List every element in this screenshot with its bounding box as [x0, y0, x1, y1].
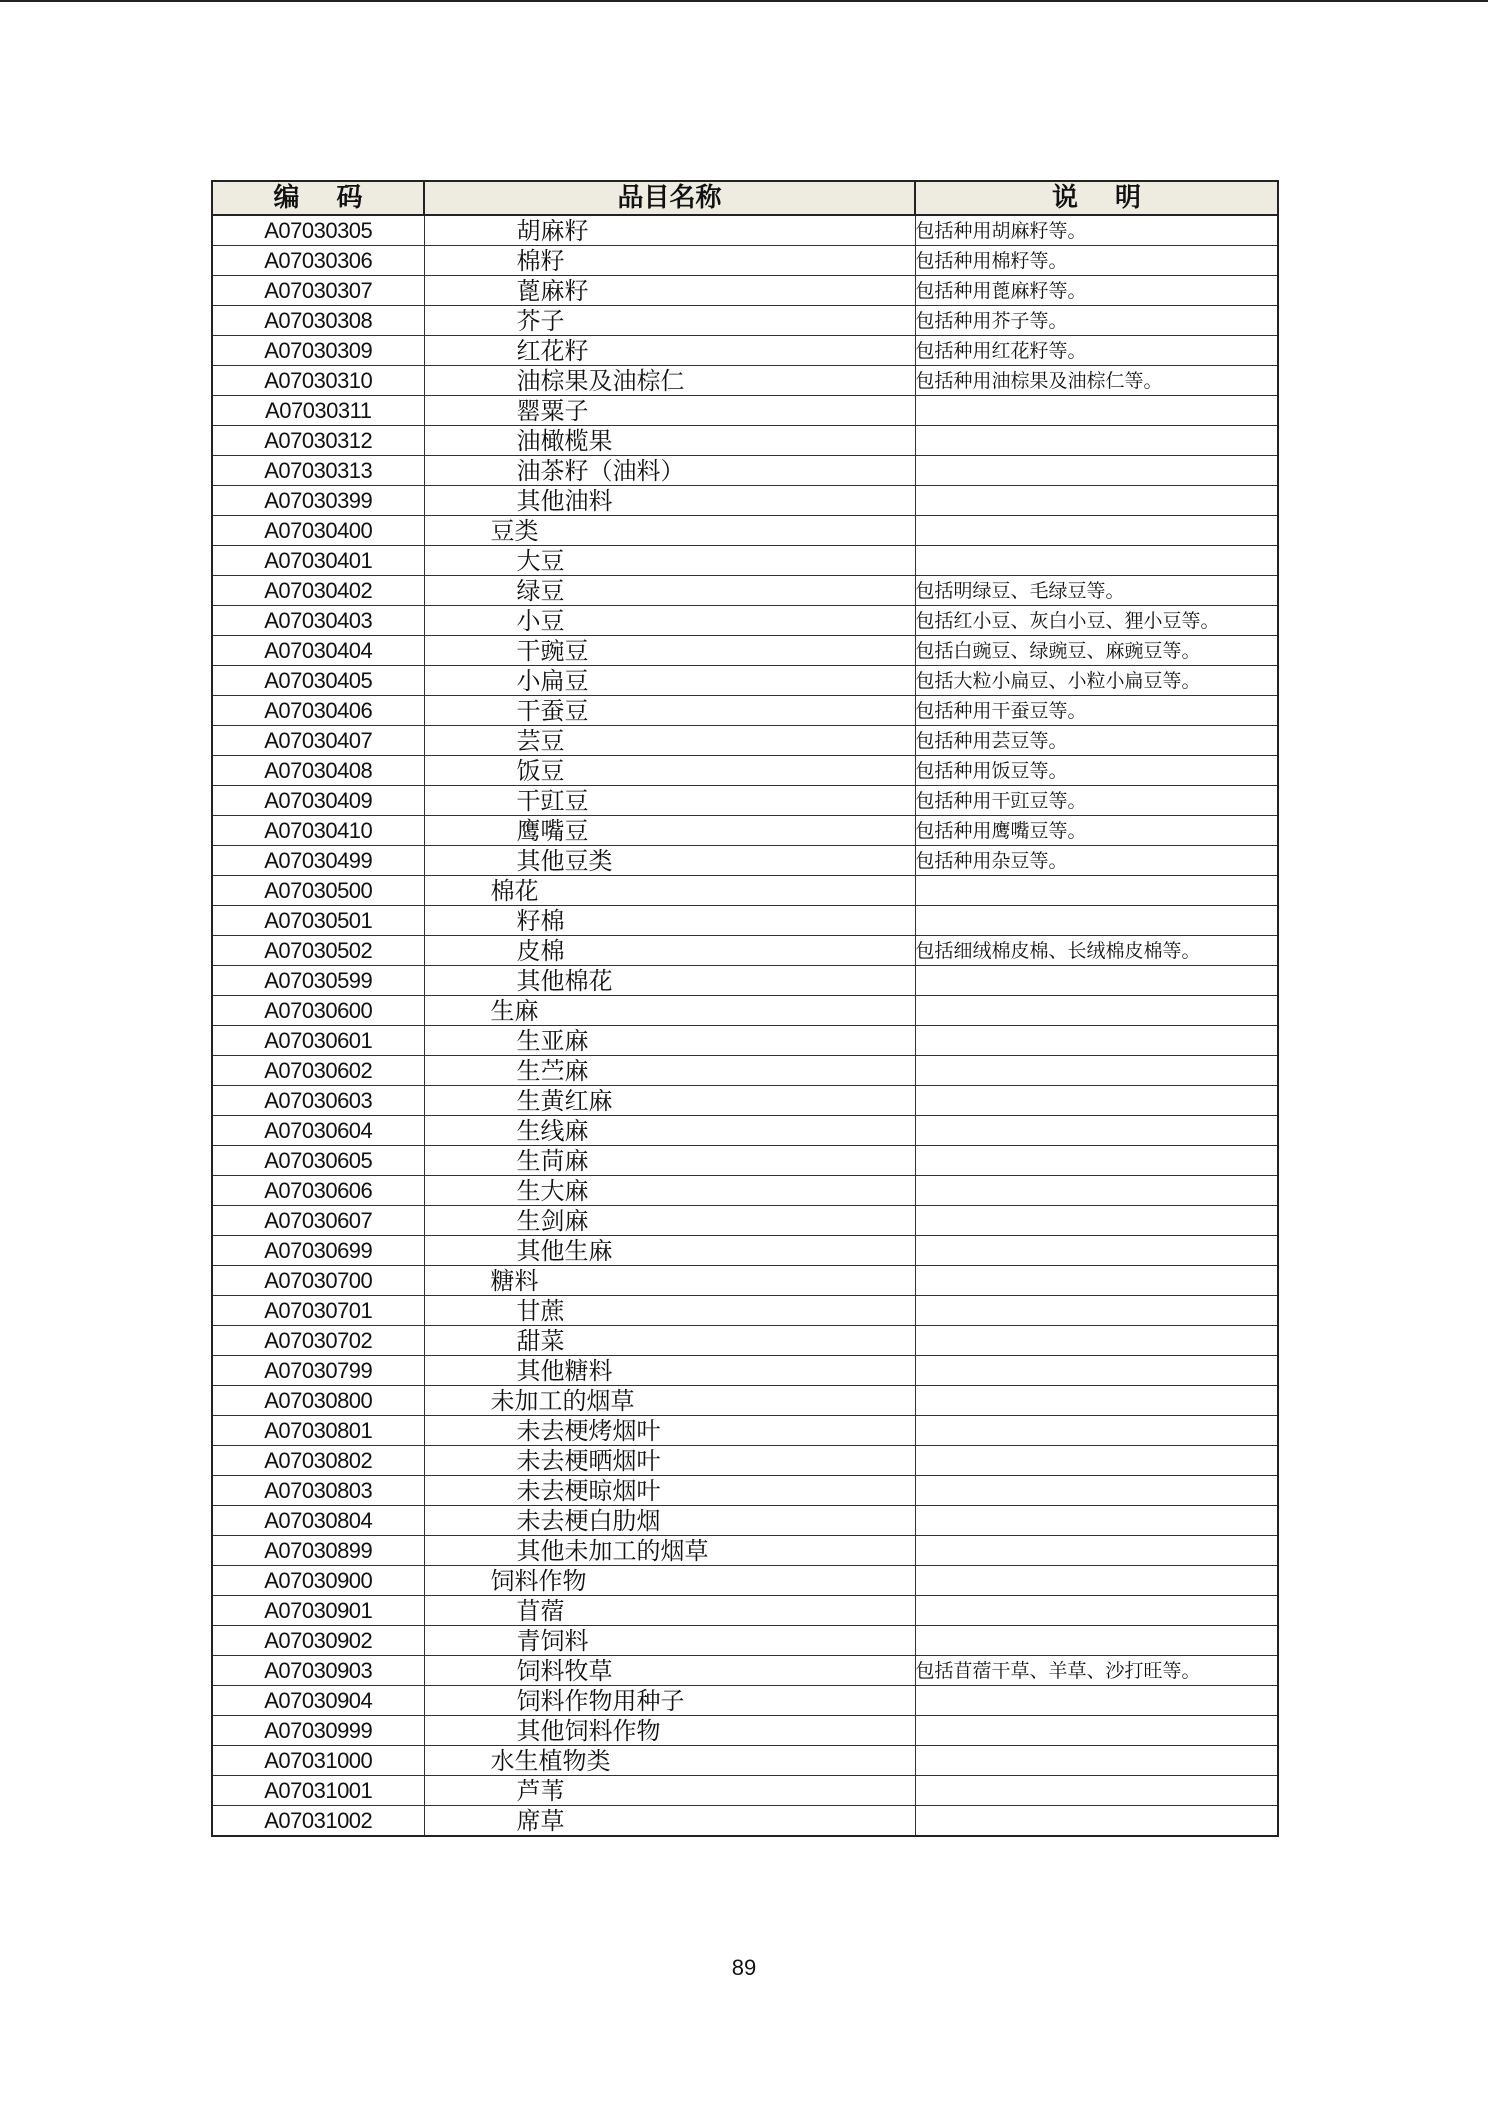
table-row	[212, 426, 1278, 456]
cell-code: A07030600	[212, 996, 424, 1026]
catalog-table	[211, 180, 1279, 1837]
cell-code: A07031000	[212, 1746, 424, 1776]
table-row	[212, 215, 1278, 246]
cell-item-name: 干蚕豆	[424, 696, 915, 726]
cell-code: A07030799	[212, 1356, 424, 1386]
cell-item-name: 豆类	[424, 516, 915, 546]
table-row	[212, 666, 1278, 696]
cell-code: A07030999	[212, 1716, 424, 1746]
cell-note: 包括白豌豆、绿豌豆、麻豌豆等。	[915, 636, 1278, 666]
cell-note: 包括细绒棉皮棉、长绒棉皮棉等。	[915, 936, 1278, 966]
cell-item-name: 其他糖料	[424, 1356, 915, 1386]
table-row	[212, 1206, 1278, 1236]
table-row	[212, 1626, 1278, 1656]
cell-note	[915, 426, 1278, 456]
cell-note	[915, 1296, 1278, 1326]
table-row	[212, 246, 1278, 276]
cell-note	[915, 1596, 1278, 1626]
cell-code: A07030899	[212, 1536, 424, 1566]
cell-code: A07030401	[212, 546, 424, 576]
cell-code: A07030410	[212, 816, 424, 846]
cell-note	[915, 1386, 1278, 1416]
cell-code: A07030607	[212, 1206, 424, 1236]
table-row	[212, 906, 1278, 936]
table-row	[212, 1746, 1278, 1776]
page-number: 89	[731, 1955, 757, 1980]
cell-code: A07030404	[212, 636, 424, 666]
cell-code: A07030406	[212, 696, 424, 726]
cell-item-name: 其他棉花	[424, 966, 915, 996]
cell-code: A07030407	[212, 726, 424, 756]
cell-item-name: 小豆	[424, 606, 915, 636]
cell-note	[915, 1236, 1278, 1266]
table-row	[212, 786, 1278, 816]
cell-note	[915, 1536, 1278, 1566]
table-row	[212, 1056, 1278, 1086]
cell-note	[915, 1746, 1278, 1776]
cell-code: A07030400	[212, 516, 424, 546]
cell-code: A07030500	[212, 876, 424, 906]
cell-code: A07030408	[212, 756, 424, 786]
cell-code: A07030399	[212, 486, 424, 516]
table-row	[212, 1026, 1278, 1056]
cell-item-name: 生苘麻	[424, 1146, 915, 1176]
cell-item-name: 鹰嘴豆	[424, 816, 915, 846]
cell-item-name: 油茶籽（油料）	[424, 456, 915, 486]
cell-code: A07030701	[212, 1296, 424, 1326]
cell-note: 包括种用饭豆等。	[915, 756, 1278, 786]
table-row	[212, 1536, 1278, 1566]
table-row	[212, 756, 1278, 786]
table-row	[212, 456, 1278, 486]
cell-code: A07030306	[212, 246, 424, 276]
cell-item-name: 油橄榄果	[424, 426, 915, 456]
cell-item-name: 未去梗白肋烟	[424, 1506, 915, 1536]
cell-note: 包括种用芸豆等。	[915, 726, 1278, 756]
cell-item-name: 未去梗烤烟叶	[424, 1416, 915, 1446]
table-body	[212, 215, 1278, 1836]
cell-item-name: 其他豆类	[424, 846, 915, 876]
table-row	[212, 1116, 1278, 1146]
cell-item-name: 蓖麻籽	[424, 276, 915, 306]
cell-item-name: 甘蔗	[424, 1296, 915, 1326]
header-code: 编 码	[212, 181, 424, 215]
cell-code: A07030309	[212, 336, 424, 366]
table-row	[212, 1506, 1278, 1536]
cell-item-name: 生大麻	[424, 1176, 915, 1206]
cell-note	[915, 1356, 1278, 1386]
cell-note	[915, 1566, 1278, 1596]
table-row	[212, 1176, 1278, 1206]
cell-item-name: 苜蓿	[424, 1596, 915, 1626]
cell-code: A07030601	[212, 1026, 424, 1056]
cell-item-name: 生黄红麻	[424, 1086, 915, 1116]
cell-code: A07030499	[212, 846, 424, 876]
cell-code: A07030803	[212, 1476, 424, 1506]
cell-note	[915, 1056, 1278, 1086]
table-row	[212, 1236, 1278, 1266]
table-row	[212, 1386, 1278, 1416]
header-name: 品目名称	[424, 181, 915, 215]
cell-code: A07030599	[212, 966, 424, 996]
table-row	[212, 1566, 1278, 1596]
table-row	[212, 1476, 1278, 1506]
cell-code: A07030901	[212, 1596, 424, 1626]
cell-code: A07030502	[212, 936, 424, 966]
cell-item-name: 芸豆	[424, 726, 915, 756]
cell-note: 包括种用蓖麻籽等。	[915, 276, 1278, 306]
cell-code: A07030409	[212, 786, 424, 816]
cell-code: A07030804	[212, 1506, 424, 1536]
cell-code: A07030501	[212, 906, 424, 936]
table-row	[212, 1596, 1278, 1626]
table-row	[212, 516, 1278, 546]
table-row	[212, 1686, 1278, 1716]
table-row	[212, 936, 1278, 966]
table-row	[212, 1656, 1278, 1686]
cell-item-name: 罂粟子	[424, 396, 915, 426]
table-row	[212, 1716, 1278, 1746]
cell-code: A07030903	[212, 1656, 424, 1686]
cell-note	[915, 1326, 1278, 1356]
table-row	[212, 1416, 1278, 1446]
cell-note	[915, 1476, 1278, 1506]
cell-code: A07030602	[212, 1056, 424, 1086]
cell-note	[915, 996, 1278, 1026]
cell-note: 包括种用胡麻籽等。	[915, 215, 1278, 246]
cell-code: A07030313	[212, 456, 424, 486]
cell-note	[915, 1146, 1278, 1176]
cell-code: A07030902	[212, 1626, 424, 1656]
cell-code: A07030900	[212, 1566, 424, 1596]
table-row	[212, 276, 1278, 306]
cell-item-name: 油棕果及油棕仁	[424, 366, 915, 396]
cell-item-name: 其他饲料作物	[424, 1716, 915, 1746]
cell-item-name: 生线麻	[424, 1116, 915, 1146]
table-row	[212, 996, 1278, 1026]
table-row	[212, 1806, 1278, 1837]
cell-code: A07031002	[212, 1806, 424, 1837]
cell-note	[915, 876, 1278, 906]
cell-note	[915, 456, 1278, 486]
table-row	[212, 1266, 1278, 1296]
top-border-line	[0, 0, 1488, 2]
cell-code: A07030402	[212, 576, 424, 606]
cell-item-name: 生亚麻	[424, 1026, 915, 1056]
cell-note	[915, 516, 1278, 546]
cell-item-name: 其他未加工的烟草	[424, 1536, 915, 1566]
cell-code: A07030307	[212, 276, 424, 306]
cell-note	[915, 1806, 1278, 1837]
table-row	[212, 726, 1278, 756]
cell-note	[915, 1416, 1278, 1446]
cell-item-name: 干豌豆	[424, 636, 915, 666]
cell-note: 包括种用芥子等。	[915, 306, 1278, 336]
cell-note	[915, 1026, 1278, 1056]
cell-note: 包括明绿豆、毛绿豆等。	[915, 576, 1278, 606]
table-row	[212, 336, 1278, 366]
table-row	[212, 846, 1278, 876]
cell-item-name: 其他生麻	[424, 1236, 915, 1266]
header-note: 说 明	[915, 181, 1278, 215]
cell-note	[915, 966, 1278, 996]
cell-note: 包括种用干豇豆等。	[915, 786, 1278, 816]
cell-note: 包括种用杂豆等。	[915, 846, 1278, 876]
cell-code: A07030308	[212, 306, 424, 336]
cell-item-name: 红花籽	[424, 336, 915, 366]
cell-note	[915, 486, 1278, 516]
table-row	[212, 636, 1278, 666]
cell-item-name: 籽棉	[424, 906, 915, 936]
cell-item-name: 皮棉	[424, 936, 915, 966]
table-row	[212, 1146, 1278, 1176]
table-row	[212, 546, 1278, 576]
cell-item-name: 生麻	[424, 996, 915, 1026]
cell-item-name: 席草	[424, 1806, 915, 1837]
cell-item-name: 棉花	[424, 876, 915, 906]
cell-item-name: 芥子	[424, 306, 915, 336]
cell-item-name: 胡麻籽	[424, 215, 915, 246]
cell-note	[915, 1686, 1278, 1716]
cell-item-name: 未加工的烟草	[424, 1386, 915, 1416]
cell-code: A07030305	[212, 215, 424, 246]
table-row	[212, 876, 1278, 906]
cell-code: A07030605	[212, 1146, 424, 1176]
cell-item-name: 芦苇	[424, 1776, 915, 1806]
cell-item-name: 甜菜	[424, 1326, 915, 1356]
cell-note: 包括种用棉籽等。	[915, 246, 1278, 276]
cell-note	[915, 1266, 1278, 1296]
cell-code: A07030802	[212, 1446, 424, 1476]
cell-item-name: 生苎麻	[424, 1056, 915, 1086]
cell-note	[915, 1116, 1278, 1146]
cell-note: 包括大粒小扁豆、小粒小扁豆等。	[915, 666, 1278, 696]
table-row	[212, 696, 1278, 726]
cell-note	[915, 1446, 1278, 1476]
cell-code: A07030699	[212, 1236, 424, 1266]
cell-note	[915, 396, 1278, 426]
cell-note	[915, 1506, 1278, 1536]
cell-item-name: 饭豆	[424, 756, 915, 786]
table-row	[212, 1086, 1278, 1116]
cell-item-name: 未去梗晒烟叶	[424, 1446, 915, 1476]
cell-note	[915, 1086, 1278, 1116]
table-header-row	[212, 181, 1278, 215]
table-row	[212, 486, 1278, 516]
table-row	[212, 576, 1278, 606]
cell-code: A07030904	[212, 1686, 424, 1716]
cell-code: A07030310	[212, 366, 424, 396]
cell-code: A07030604	[212, 1116, 424, 1146]
cell-item-name: 棉籽	[424, 246, 915, 276]
cell-note	[915, 1176, 1278, 1206]
cell-code: A07030312	[212, 426, 424, 456]
cell-note: 包括种用油棕果及油棕仁等。	[915, 366, 1278, 396]
cell-item-name: 未去梗晾烟叶	[424, 1476, 915, 1506]
cell-note: 包括种用鹰嘴豆等。	[915, 816, 1278, 846]
cell-item-name: 绿豆	[424, 576, 915, 606]
cell-item-name: 干豇豆	[424, 786, 915, 816]
cell-note	[915, 1776, 1278, 1806]
cell-item-name: 糖料	[424, 1266, 915, 1296]
cell-item-name: 饲料牧草	[424, 1656, 915, 1686]
table-row	[212, 366, 1278, 396]
table-row	[212, 1326, 1278, 1356]
cell-code: A07030405	[212, 666, 424, 696]
cell-code: A07030700	[212, 1266, 424, 1296]
cell-item-name: 其他油料	[424, 486, 915, 516]
cell-item-name: 青饲料	[424, 1626, 915, 1656]
cell-note	[915, 906, 1278, 936]
table-row	[212, 816, 1278, 846]
cell-code: A07030702	[212, 1326, 424, 1356]
cell-item-name: 饲料作物用种子	[424, 1686, 915, 1716]
cell-code: A07030606	[212, 1176, 424, 1206]
cell-note	[915, 1626, 1278, 1656]
table-row	[212, 966, 1278, 996]
table-row	[212, 1356, 1278, 1386]
cell-code: A07030403	[212, 606, 424, 636]
cell-note	[915, 1716, 1278, 1746]
cell-code: A07030603	[212, 1086, 424, 1116]
cell-item-name: 小扁豆	[424, 666, 915, 696]
cell-note	[915, 1206, 1278, 1236]
cell-item-name: 饲料作物	[424, 1566, 915, 1596]
table-row	[212, 396, 1278, 426]
cell-note: 包括种用红花籽等。	[915, 336, 1278, 366]
cell-item-name: 大豆	[424, 546, 915, 576]
cell-note: 包括红小豆、灰白小豆、狸小豆等。	[915, 606, 1278, 636]
cell-code: A07030311	[212, 396, 424, 426]
table-row	[212, 606, 1278, 636]
table-row	[212, 306, 1278, 336]
table-row	[212, 1446, 1278, 1476]
table-row	[212, 1776, 1278, 1806]
table-row	[212, 1296, 1278, 1326]
cell-code: A07030800	[212, 1386, 424, 1416]
cell-note: 包括苜蓿干草、羊草、沙打旺等。	[915, 1656, 1278, 1686]
cell-code: A07030801	[212, 1416, 424, 1446]
cell-code: A07031001	[212, 1776, 424, 1806]
cell-note: 包括种用干蚕豆等。	[915, 696, 1278, 726]
cell-item-name: 生剑麻	[424, 1206, 915, 1236]
cell-note	[915, 546, 1278, 576]
cell-item-name: 水生植物类	[424, 1746, 915, 1776]
